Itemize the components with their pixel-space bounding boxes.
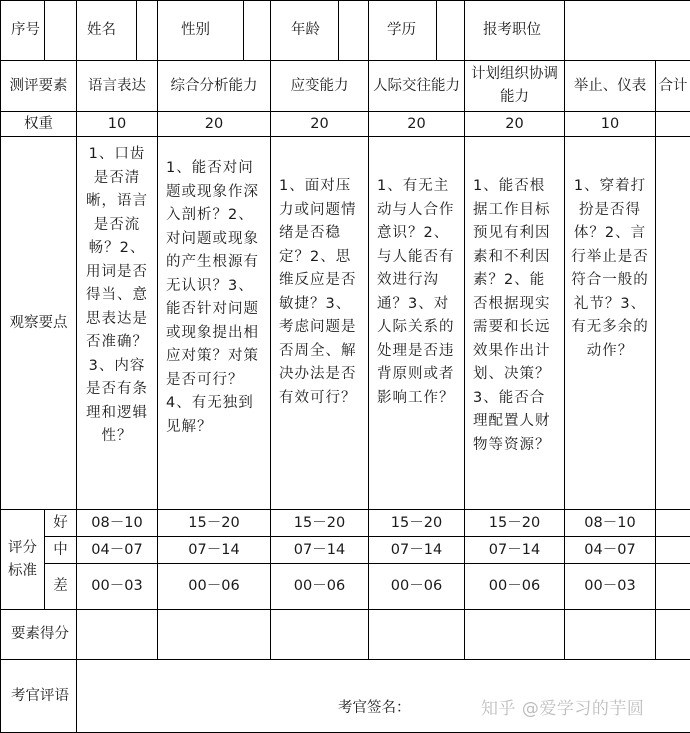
- weights-label: 权重: [1, 112, 77, 137]
- header-row: [1, 1, 690, 61]
- range-total: [656, 510, 690, 537]
- weight-value: 10: [565, 112, 656, 137]
- gender-value[interactable]: [244, 1, 271, 61]
- weight-value: 20: [369, 112, 465, 137]
- score-input[interactable]: [465, 610, 565, 660]
- name-label: 姓名: [77, 1, 137, 61]
- gender-label: 性别: [158, 1, 244, 61]
- grade-poor: 差: [45, 564, 77, 610]
- score-input[interactable]: [369, 610, 465, 660]
- age-value[interactable]: [339, 1, 369, 61]
- range-cell: 00－03: [565, 564, 656, 610]
- range-cell: 04－07: [77, 537, 158, 564]
- range-cell: 08－10: [565, 510, 656, 537]
- factor-analysis: 综合分析能力: [158, 61, 271, 112]
- position-label: 报考职位: [465, 1, 565, 61]
- watermark: 知乎 @爱学习的芋圆: [481, 694, 644, 719]
- range-cell: 07－14: [369, 537, 465, 564]
- range-cell: 00－06: [369, 564, 465, 610]
- age-label: 年龄: [271, 1, 339, 61]
- observation-row: [1, 137, 690, 510]
- factor-demeanor: 举止、仪表: [565, 61, 656, 112]
- observation-label: 观察要点: [1, 137, 77, 510]
- score-input[interactable]: [77, 610, 158, 660]
- factors-row: [1, 61, 690, 112]
- range-cell: 07－14: [158, 537, 271, 564]
- grade-medium: 中: [45, 537, 77, 564]
- factor-score-label: 要素得分: [1, 610, 77, 660]
- range-cell: 07－14: [271, 537, 369, 564]
- factor-interpersonal: 人际交往能力: [369, 61, 465, 112]
- range-cell: 07－14: [465, 537, 565, 564]
- range-cell: 00－06: [465, 564, 565, 610]
- seq-value[interactable]: [45, 1, 77, 61]
- criteria-label: 评分标准: [1, 510, 45, 610]
- grade-good: 好: [45, 510, 77, 537]
- weight-value: 10: [77, 112, 158, 137]
- range-cell: 00－06: [271, 564, 369, 610]
- weight-value: 20: [158, 112, 271, 137]
- factor-planning: 计划组织协调能力: [465, 61, 565, 112]
- range-cell: 15－20: [271, 510, 369, 537]
- education-label: 学历: [369, 1, 437, 61]
- factors-label: 测评要素: [1, 61, 77, 112]
- factor-score-row: [1, 610, 690, 660]
- education-value[interactable]: [437, 1, 465, 61]
- score-total-input[interactable]: [656, 610, 690, 660]
- range-total: [656, 537, 690, 564]
- factor-total: 合计: [656, 61, 690, 112]
- score-input[interactable]: [158, 610, 271, 660]
- range-cell: 15－20: [158, 510, 271, 537]
- range-cell: 15－20: [465, 510, 565, 537]
- range-cell: 00－03: [77, 564, 158, 610]
- observation-point: 1、穿着打扮是否得体？2、言行举止是否符合一般的礼节？3、有无多余的动作？: [565, 137, 656, 510]
- range-cell: 00－06: [158, 564, 271, 610]
- examiner-signature-label: 考官签名：: [338, 696, 411, 717]
- weights-row: [1, 112, 690, 137]
- criteria-poor-row: [1, 564, 690, 610]
- observation-point: 1、能否对问题或现象作深入剖析？2、对问题或现象的产生根源有无认识？3、能否针对问题或现象提出相应对策？对策是否可行？4、有无独到见解？: [158, 137, 271, 510]
- observation-total: [656, 137, 690, 510]
- seq-label: 序号: [1, 1, 45, 61]
- examiner-comment-label: 考官评语: [1, 660, 77, 733]
- observation-point: 1、能否根据工作目标预见有利因素和不利因素？2、能否根据现实需要和长远效果作出计划、决策？3、能否合理配置人财物等资源？: [465, 137, 565, 510]
- criteria-good-row: [1, 510, 690, 537]
- factor-language: 语言表达: [77, 61, 158, 112]
- range-total: [656, 564, 690, 610]
- observation-point: 1、面对压力或问题情绪是否稳定？2、思维反应是否敏捷？3、考虑问题是否周全、解决办法是否有效可行？: [271, 137, 369, 510]
- factor-adaptability: 应变能力: [271, 61, 369, 112]
- range-cell: 04－07: [565, 537, 656, 564]
- weight-total: [656, 112, 690, 137]
- name-value[interactable]: [137, 1, 158, 61]
- score-input[interactable]: [271, 610, 369, 660]
- range-cell: 08－10: [77, 510, 158, 537]
- observation-point: 1、口齿是否清晰，语言是否流畅？2、用词是否得当、意思表达是否准确？3、内容是否有条理和逻辑性？: [77, 137, 158, 510]
- score-input[interactable]: [565, 610, 656, 660]
- criteria-medium-row: [1, 537, 690, 564]
- range-cell: 15－20: [369, 510, 465, 537]
- observation-point: 1、有无主动与人合作意识？2、与人能否有效进行沟通？3、对人际关系的处理是否违背原则或者影响工作？: [369, 137, 465, 510]
- weight-value: 20: [465, 112, 565, 137]
- position-value[interactable]: [565, 1, 690, 61]
- weight-value: 20: [271, 112, 369, 137]
